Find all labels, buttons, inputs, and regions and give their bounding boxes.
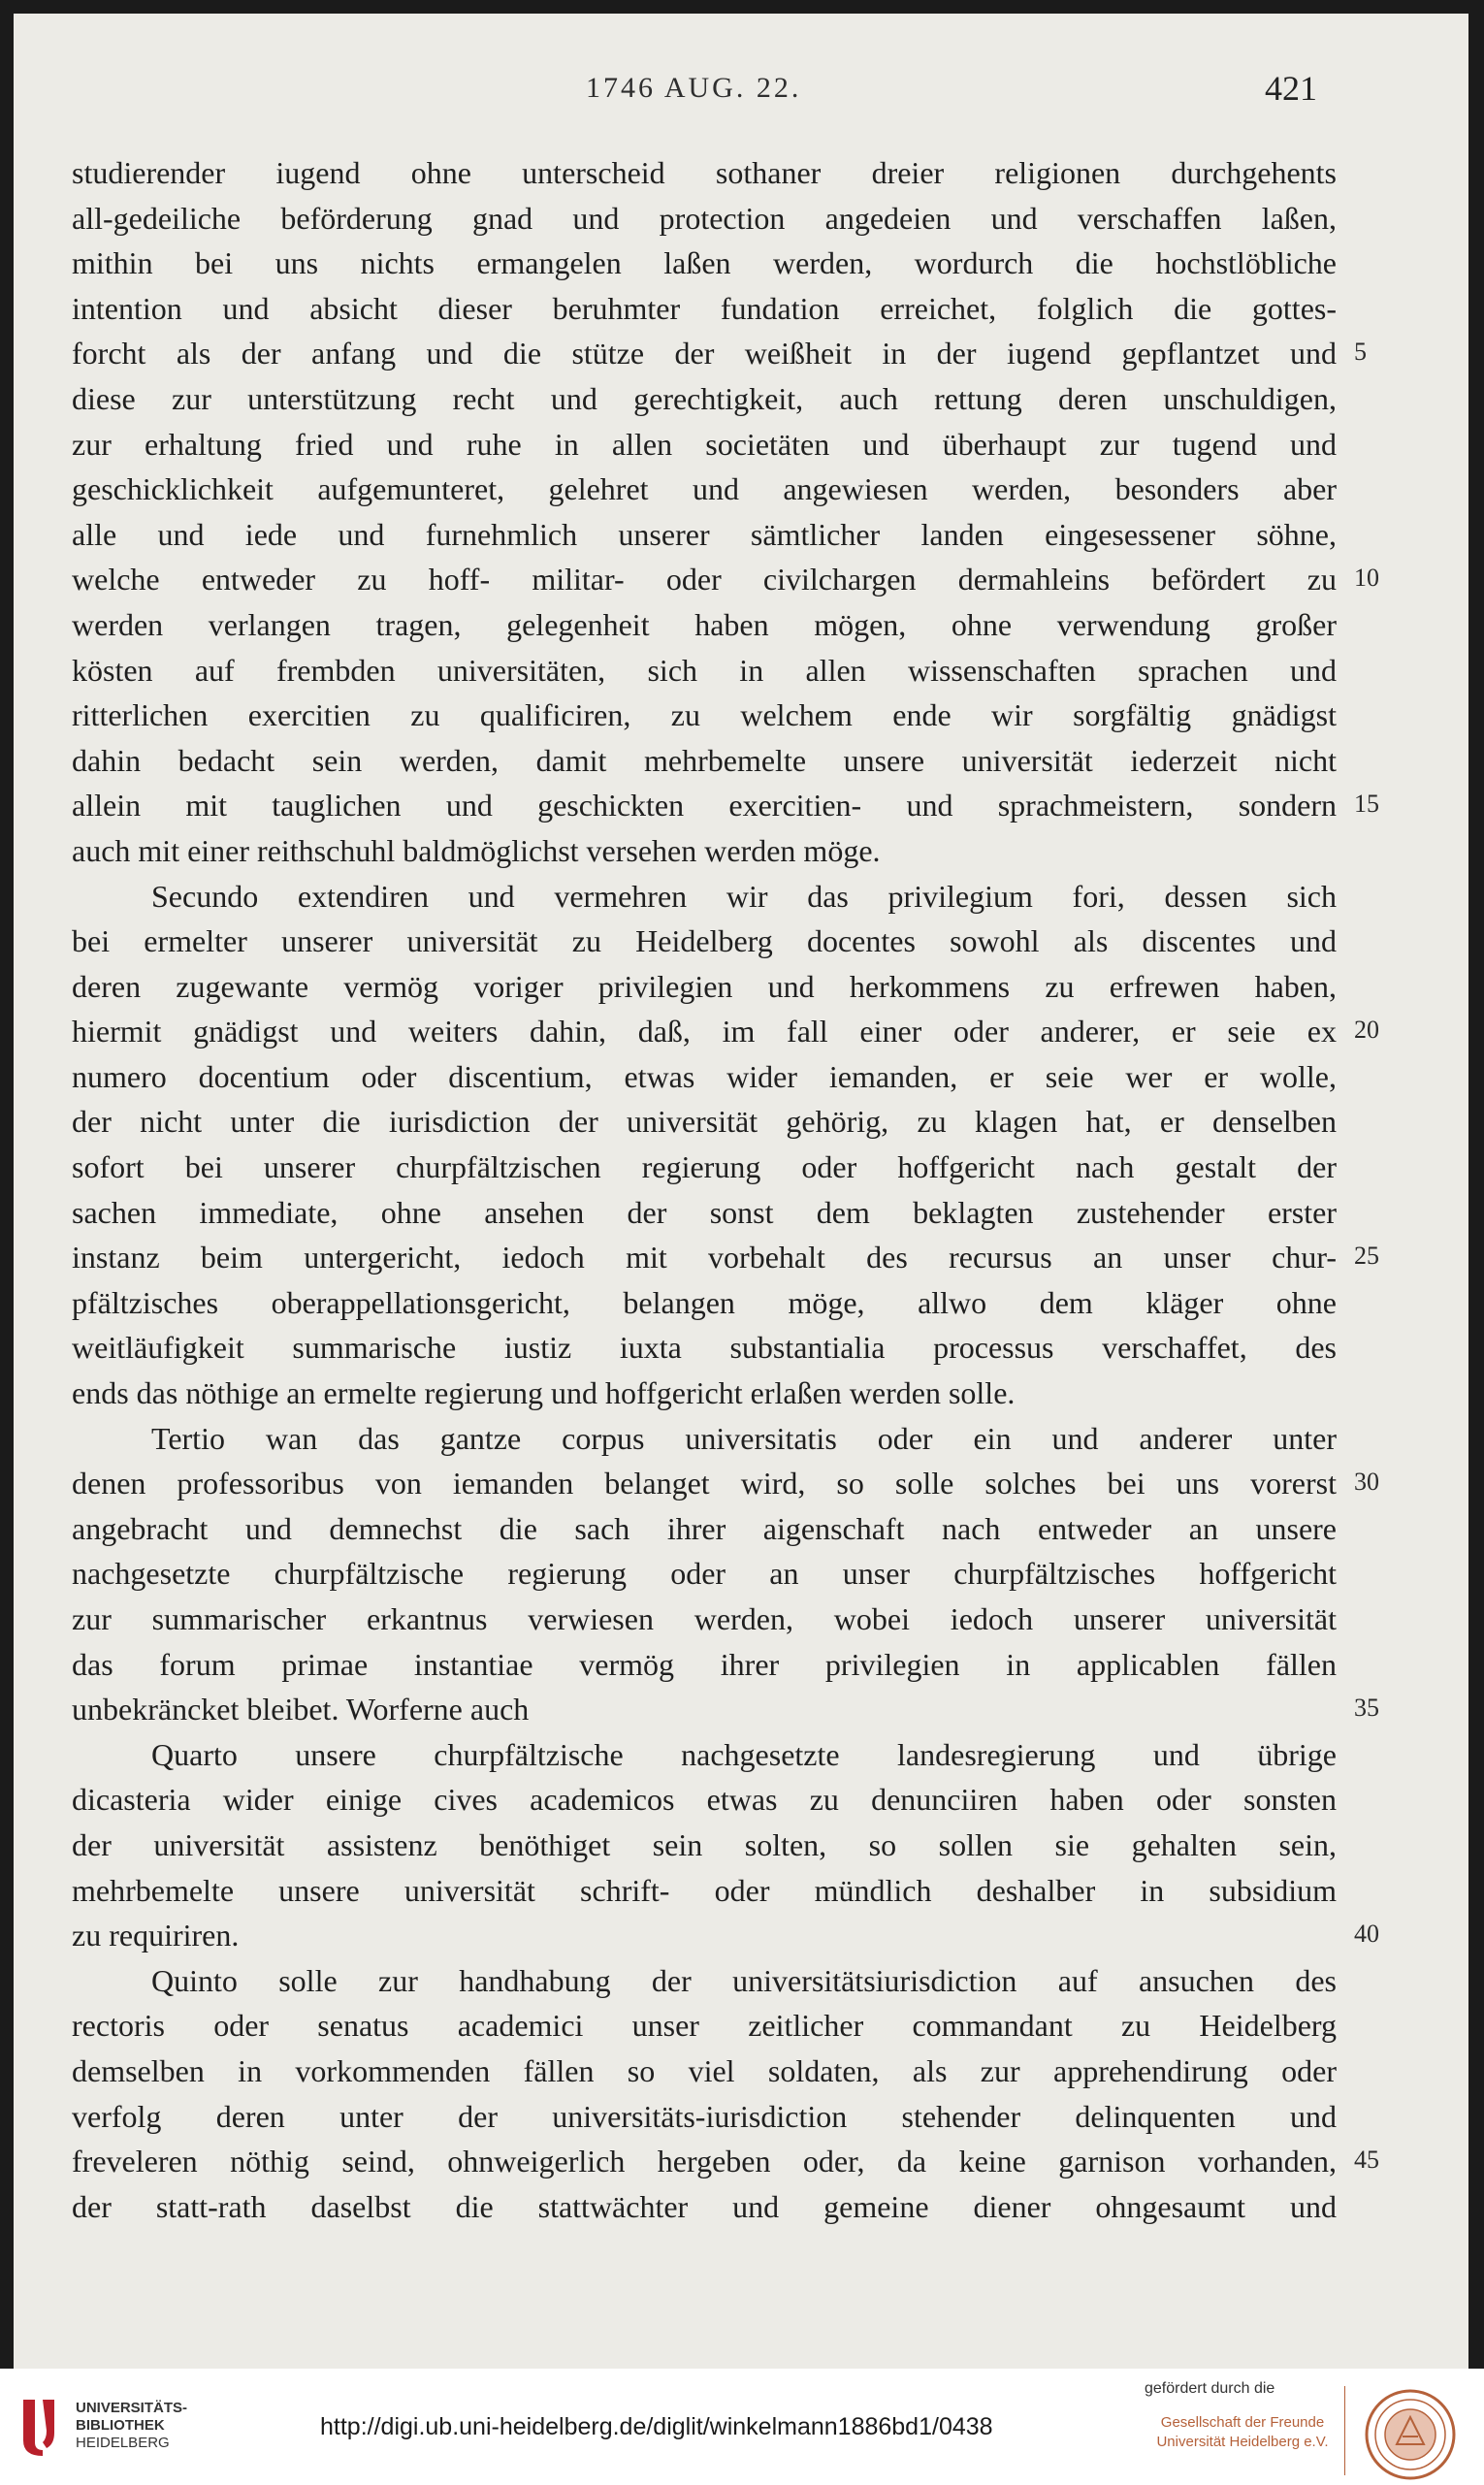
text-line-content: forcht als der anfang und die stütze der weißheit in der iugend gepflantzet und (72, 336, 1337, 371)
text-line-content: Secundo extendiren und vermehren wir das privilegium fori, dessen sich (151, 878, 1337, 914)
text-line-content: dicasteria wider einige cives academicos etwas zu denunciiren haben oder sonsten (72, 1782, 1337, 1818)
text-line (72, 2008, 1337, 2053)
text-line-content: sachen immediate, ohne ansehen der sonst dem beklagten zustehender erster (72, 1194, 1337, 1230)
text-line (72, 2053, 1337, 2099)
text-line (72, 1511, 1337, 1557)
text-line-content: verfolg deren unter der universitäts-iurisdiction stehender delinquenten und (72, 2098, 1337, 2134)
text-line-content: deren zugewante vermög voriger privilegien und herkommens zu erfrewen haben, (72, 968, 1337, 1004)
text-line-content: nachgesetzte churpfältzische regierung oder an unser churpfältzisches hoffgericht (72, 1556, 1337, 1592)
text-line (72, 381, 1337, 427)
footer-divider (1344, 2386, 1345, 2475)
university-seal-icon (1364, 2388, 1457, 2481)
text-line-content: sofort bei unserer churpfältzischen regierung oder hoffgericht nach gestalt der (72, 1149, 1337, 1185)
text-line-content: angebracht und demnechst die sach ihrer aigenschaft nach entweder an unsere (72, 1510, 1337, 1546)
text-line (72, 1375, 1337, 1421)
text-line (72, 2189, 1337, 2235)
text-line-content: werden verlangen tragen, gelegenheit haben mögen, ohne verwendung großer (72, 606, 1337, 642)
line-number: 10 (1354, 564, 1379, 593)
text-line-content: denen professoribus von iemanden belanget wird, so solle solches bei uns vorerst (72, 1466, 1337, 1501)
text-line (72, 1240, 1379, 1285)
text-line (72, 1873, 1337, 1919)
running-head: 1746 AUG. 22. (586, 72, 802, 104)
text-line (72, 969, 1337, 1015)
text-line (72, 427, 1337, 472)
text-line-content: ritterlichen exercitien zu qualificiren, zu welchem ende wir sorgfältig gnädigst (72, 697, 1337, 733)
text-line (72, 155, 1337, 201)
text-line-content: allein mit tauglichen und geschickten exercitien- und sprachmeistern, sondern (72, 788, 1337, 823)
ub-heidelberg-logo-icon (14, 2394, 66, 2462)
text-line-content: Quarto unsere churpfältzische nachgesetzte landesregierung und übrige (151, 1736, 1337, 1772)
text-line-content: instanz beim untergericht, iedoch mit vorbehalt des recursus an unser chur- (72, 1240, 1337, 1275)
library-name-line: UNIVERSITÄTS- (76, 2400, 188, 2416)
sponsor-label: gefördert durch die (1145, 2380, 1275, 2397)
text-line (72, 607, 1337, 653)
text-line (72, 923, 1337, 969)
text-line (72, 1466, 1379, 1511)
sponsor-name-line: Universität Heidelberg e.V. (1156, 2434, 1329, 2450)
line-number: 15 (1354, 790, 1379, 819)
text-line-content: kösten auf frembden universitäten, sich in allen wissenschaften sprachen und (72, 652, 1337, 688)
text-line-content: das forum primae instantiae vermög ihrer privilegien in applicablen fällen (72, 1646, 1337, 1682)
page-header (14, 69, 1468, 120)
text-line-content: geschicklichkeit aufgemunteret, gelehret und angewiesen werden, besonders aber (72, 471, 1337, 507)
text-line (72, 697, 1337, 743)
text-line-content: zu requiriren. (72, 1918, 240, 1953)
text-line (72, 879, 1337, 924)
text-line (72, 471, 1337, 517)
text-line (72, 1195, 1337, 1241)
text-line (72, 1330, 1337, 1375)
text-line (72, 336, 1367, 381)
text-line-content: intention und absicht dieser beruhmter fundation erreichet, folglich die gottes- (72, 290, 1337, 326)
text-line (72, 562, 1379, 607)
text-line (72, 1104, 1337, 1149)
text-line (72, 1601, 1337, 1647)
text-line (72, 743, 1337, 789)
text-line (72, 1059, 1337, 1105)
sponsor-name (1156, 2413, 1329, 2452)
line-number: 25 (1354, 1242, 1379, 1271)
text-line-content: der universität assistenz benöthiget sein solten, so sollen sie gehalten sein, (72, 1826, 1337, 1862)
line-number: 20 (1354, 1016, 1379, 1045)
text-line-content: all-gedeiliche beförderung gnad und protection angedeien und verschaffen laßen, (72, 200, 1337, 236)
text-line-content: mehrbemelte unsere universität schrift- oder mündlich deshalber in subsidium (72, 1872, 1337, 1908)
text-line (72, 517, 1337, 563)
text-line-content: auch mit einer reithschuhl baldmöglichst versehen werden möge. (72, 832, 881, 868)
text-line-content: diese zur unterstützung recht und gerechtigkeit, auch rettung deren unschuldigen, (72, 380, 1337, 416)
text-line-content: rectoris oder senatus academici unser zeitlicher commandant zu Heidelberg (72, 2008, 1337, 2044)
text-line-content: mithin bei uns nichts ermangelen laßen werden, wordurch die hochstlöbliche (72, 245, 1337, 281)
line-number: 30 (1354, 1468, 1379, 1497)
permalink-url[interactable]: http://digi.ub.uni-heidelberg.de/diglit/winkelmann1886bd1/0438 (320, 2413, 993, 2440)
library-name-line: BIBLIOTHEK (76, 2417, 165, 2434)
text-line-content: weitläufigkeit summarische iustiz iuxta substantialia processus verschaffet, des (72, 1330, 1337, 1366)
text-line-content: Quinto solle zur handhabung der universitätsiurisdiction auf ansuchen des (151, 1962, 1337, 1998)
line-number: 40 (1354, 1920, 1379, 1949)
sponsor-name-line: Gesellschaft der Freunde (1160, 2414, 1325, 2431)
text-line-content: studierender iugend ohne unterscheid sothaner dreier religionen durchgehents (72, 155, 1337, 190)
text-line-content: demselben in vorkommenden fällen so viel soldaten, als zur apprehendirung oder (72, 2052, 1337, 2088)
text-line-content: numero docentium oder discentium, etwas wider iemanden, er seie wer er wolle, (72, 1058, 1337, 1094)
text-line-content: ends das nöthige an ermelte regierung und hoffgericht erlaßen werden solle. (72, 1375, 1016, 1411)
digitization-footer (0, 2369, 1484, 2485)
text-line-content: zur summarischer erkantnus verwiesen werden, wobei iedoch unserer universität (72, 1601, 1337, 1636)
text-line-content: Tertio wan das gantze corpus universitatis oder ein und anderer unter (151, 1420, 1337, 1456)
text-line (72, 1647, 1337, 1693)
text-line (72, 788, 1379, 833)
text-line-content: unbekräncket bleibet. Worferne auch (72, 1692, 530, 1727)
text-line-content: bei ermelter unserer universität zu Heidelberg docentes sowohl als discentes und (72, 923, 1337, 959)
text-line (72, 833, 1337, 879)
text-line (72, 2099, 1337, 2145)
text-line (72, 291, 1337, 337)
library-name (76, 2400, 187, 2452)
text-line (72, 1827, 1337, 1873)
text-line (72, 1149, 1337, 1195)
text-line-content: dahin bedacht sein werden, damit mehrbemelte unsere universität iederzeit nicht (72, 742, 1337, 778)
line-number: 35 (1354, 1694, 1379, 1723)
text-line (72, 1918, 1379, 1963)
page-number: 421 (1265, 69, 1317, 108)
text-line-content: welche entweder zu hoff- militar- oder civilchargen dermahleins befördert zu (72, 562, 1337, 597)
scanned-page (14, 14, 1468, 2369)
text-line (72, 1556, 1337, 1601)
text-line (72, 1285, 1337, 1331)
body-text (72, 155, 1379, 2234)
text-line (72, 1963, 1337, 2009)
text-line-content: freveleren nöthig seind, ohnweigerlich hergeben oder, da keine garnison vorhanden, (72, 2144, 1337, 2179)
text-line-content: der nicht unter die iurisdiction der universität gehörig, zu klagen hat, er denselben (72, 1104, 1337, 1140)
text-line-content: pfältzisches oberappellationsgericht, belangen möge, allwo dem kläger ohne (72, 1284, 1337, 1320)
text-line (72, 1782, 1337, 1827)
text-line (72, 653, 1337, 698)
text-line-content: hiermit gnädigst und weiters dahin, daß, im fall einer oder anderer, er seie ex (72, 1014, 1337, 1049)
text-line (72, 201, 1337, 246)
text-line-content: der statt-rath daselbst die stattwächter und gemeine diener ohngesaumt und (72, 2188, 1337, 2224)
line-number: 45 (1354, 2146, 1379, 2175)
text-line (72, 245, 1337, 291)
text-line (72, 1014, 1379, 1059)
text-line (72, 1692, 1379, 1737)
text-line-content: alle und iede und furnehmlich unserer sämtlicher landen eingesessener söhne, (72, 516, 1337, 552)
library-name-line: HEIDELBERG (76, 2435, 170, 2451)
text-line-content: zur erhaltung fried und ruhe in allen societäten und überhaupt zur tugend und (72, 426, 1337, 462)
text-line (72, 2144, 1379, 2189)
text-line (72, 1737, 1337, 1783)
text-line (72, 1421, 1337, 1467)
line-number: 5 (1354, 338, 1367, 367)
